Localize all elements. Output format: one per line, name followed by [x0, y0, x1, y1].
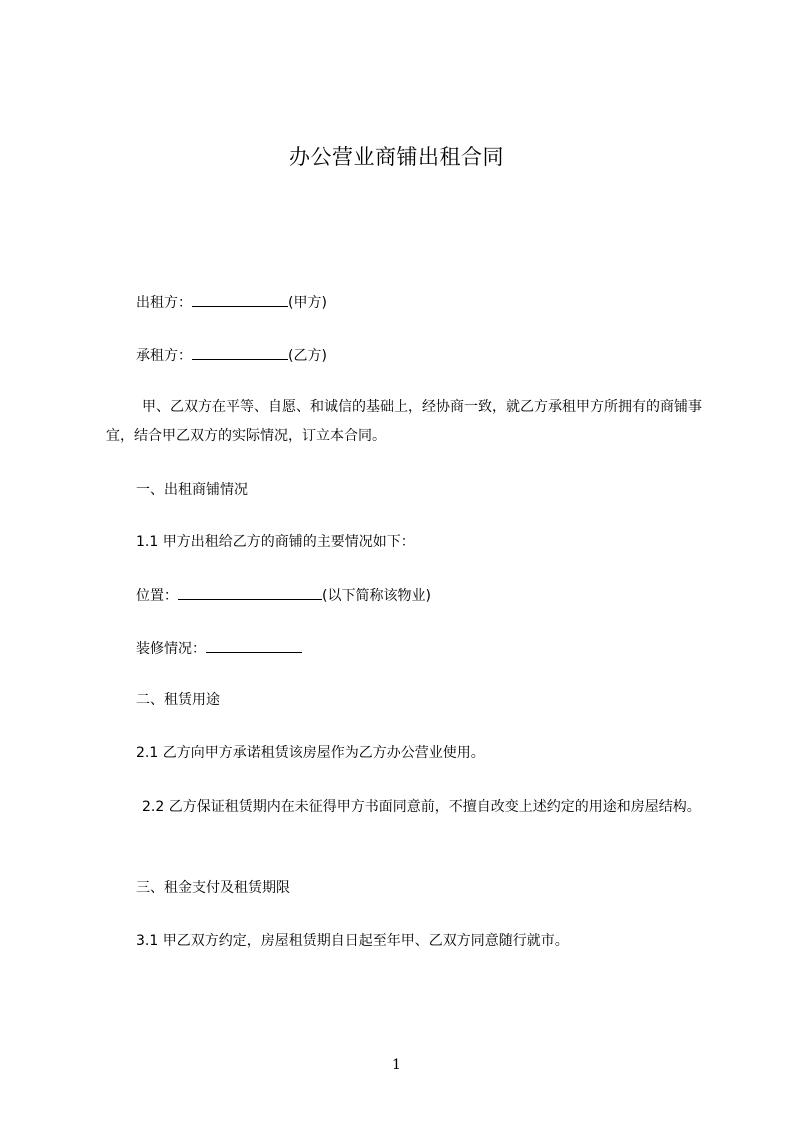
lessee-blank: [192, 344, 288, 360]
decoration-blank: [206, 637, 302, 653]
clause-2-1: 2.1 乙方向甲方承诺租赁该房屋作为乙方办公营业使用。: [136, 745, 485, 761]
section2-heading: 二、租赁用途: [136, 692, 220, 708]
location-suffix: (以下简称该物业): [322, 588, 431, 604]
section3-heading: 三、租金支付及租赁期限: [136, 880, 290, 896]
page-number: 1: [392, 1057, 401, 1073]
lessor-line: [136, 291, 327, 313]
decoration-line: [136, 637, 302, 659]
location-blank: [178, 584, 322, 600]
lessee-line: [136, 344, 327, 366]
lessor-suffix: (甲方): [288, 295, 327, 311]
decoration-label: 装修情况：: [136, 641, 206, 657]
lessor-blank: [192, 291, 288, 307]
lessee-label: 承租方：: [136, 348, 192, 364]
location-line: [136, 584, 431, 606]
clause-1-1: 1.1 甲方出租给乙方的商铺的主要情况如下：: [136, 534, 415, 550]
intro-paragraph: 甲、乙双方在平等、自愿、和诚信的基础上，经协商一致，就乙方承租甲方所拥有的商铺事宜，结合甲乙双方的实际情况，订立本合同。: [106, 399, 702, 444]
section1-heading: 一、出租商铺情况: [136, 482, 248, 498]
lessor-label: 出租方：: [136, 295, 192, 311]
location-label: 位置：: [136, 588, 178, 604]
document-title: 办公营业商铺出租合同: [289, 145, 504, 169]
clause-2-2: 2.2 乙方保证租赁期内在未征得甲方书面同意前，不擅自改变上述约定的用途和房屋结构。: [142, 799, 701, 815]
clause-3-1: 3.1 甲乙双方约定，房屋租赁期自日起至年甲、乙双方同意随行就市。: [136, 933, 569, 949]
lessee-suffix: (乙方): [288, 348, 327, 364]
